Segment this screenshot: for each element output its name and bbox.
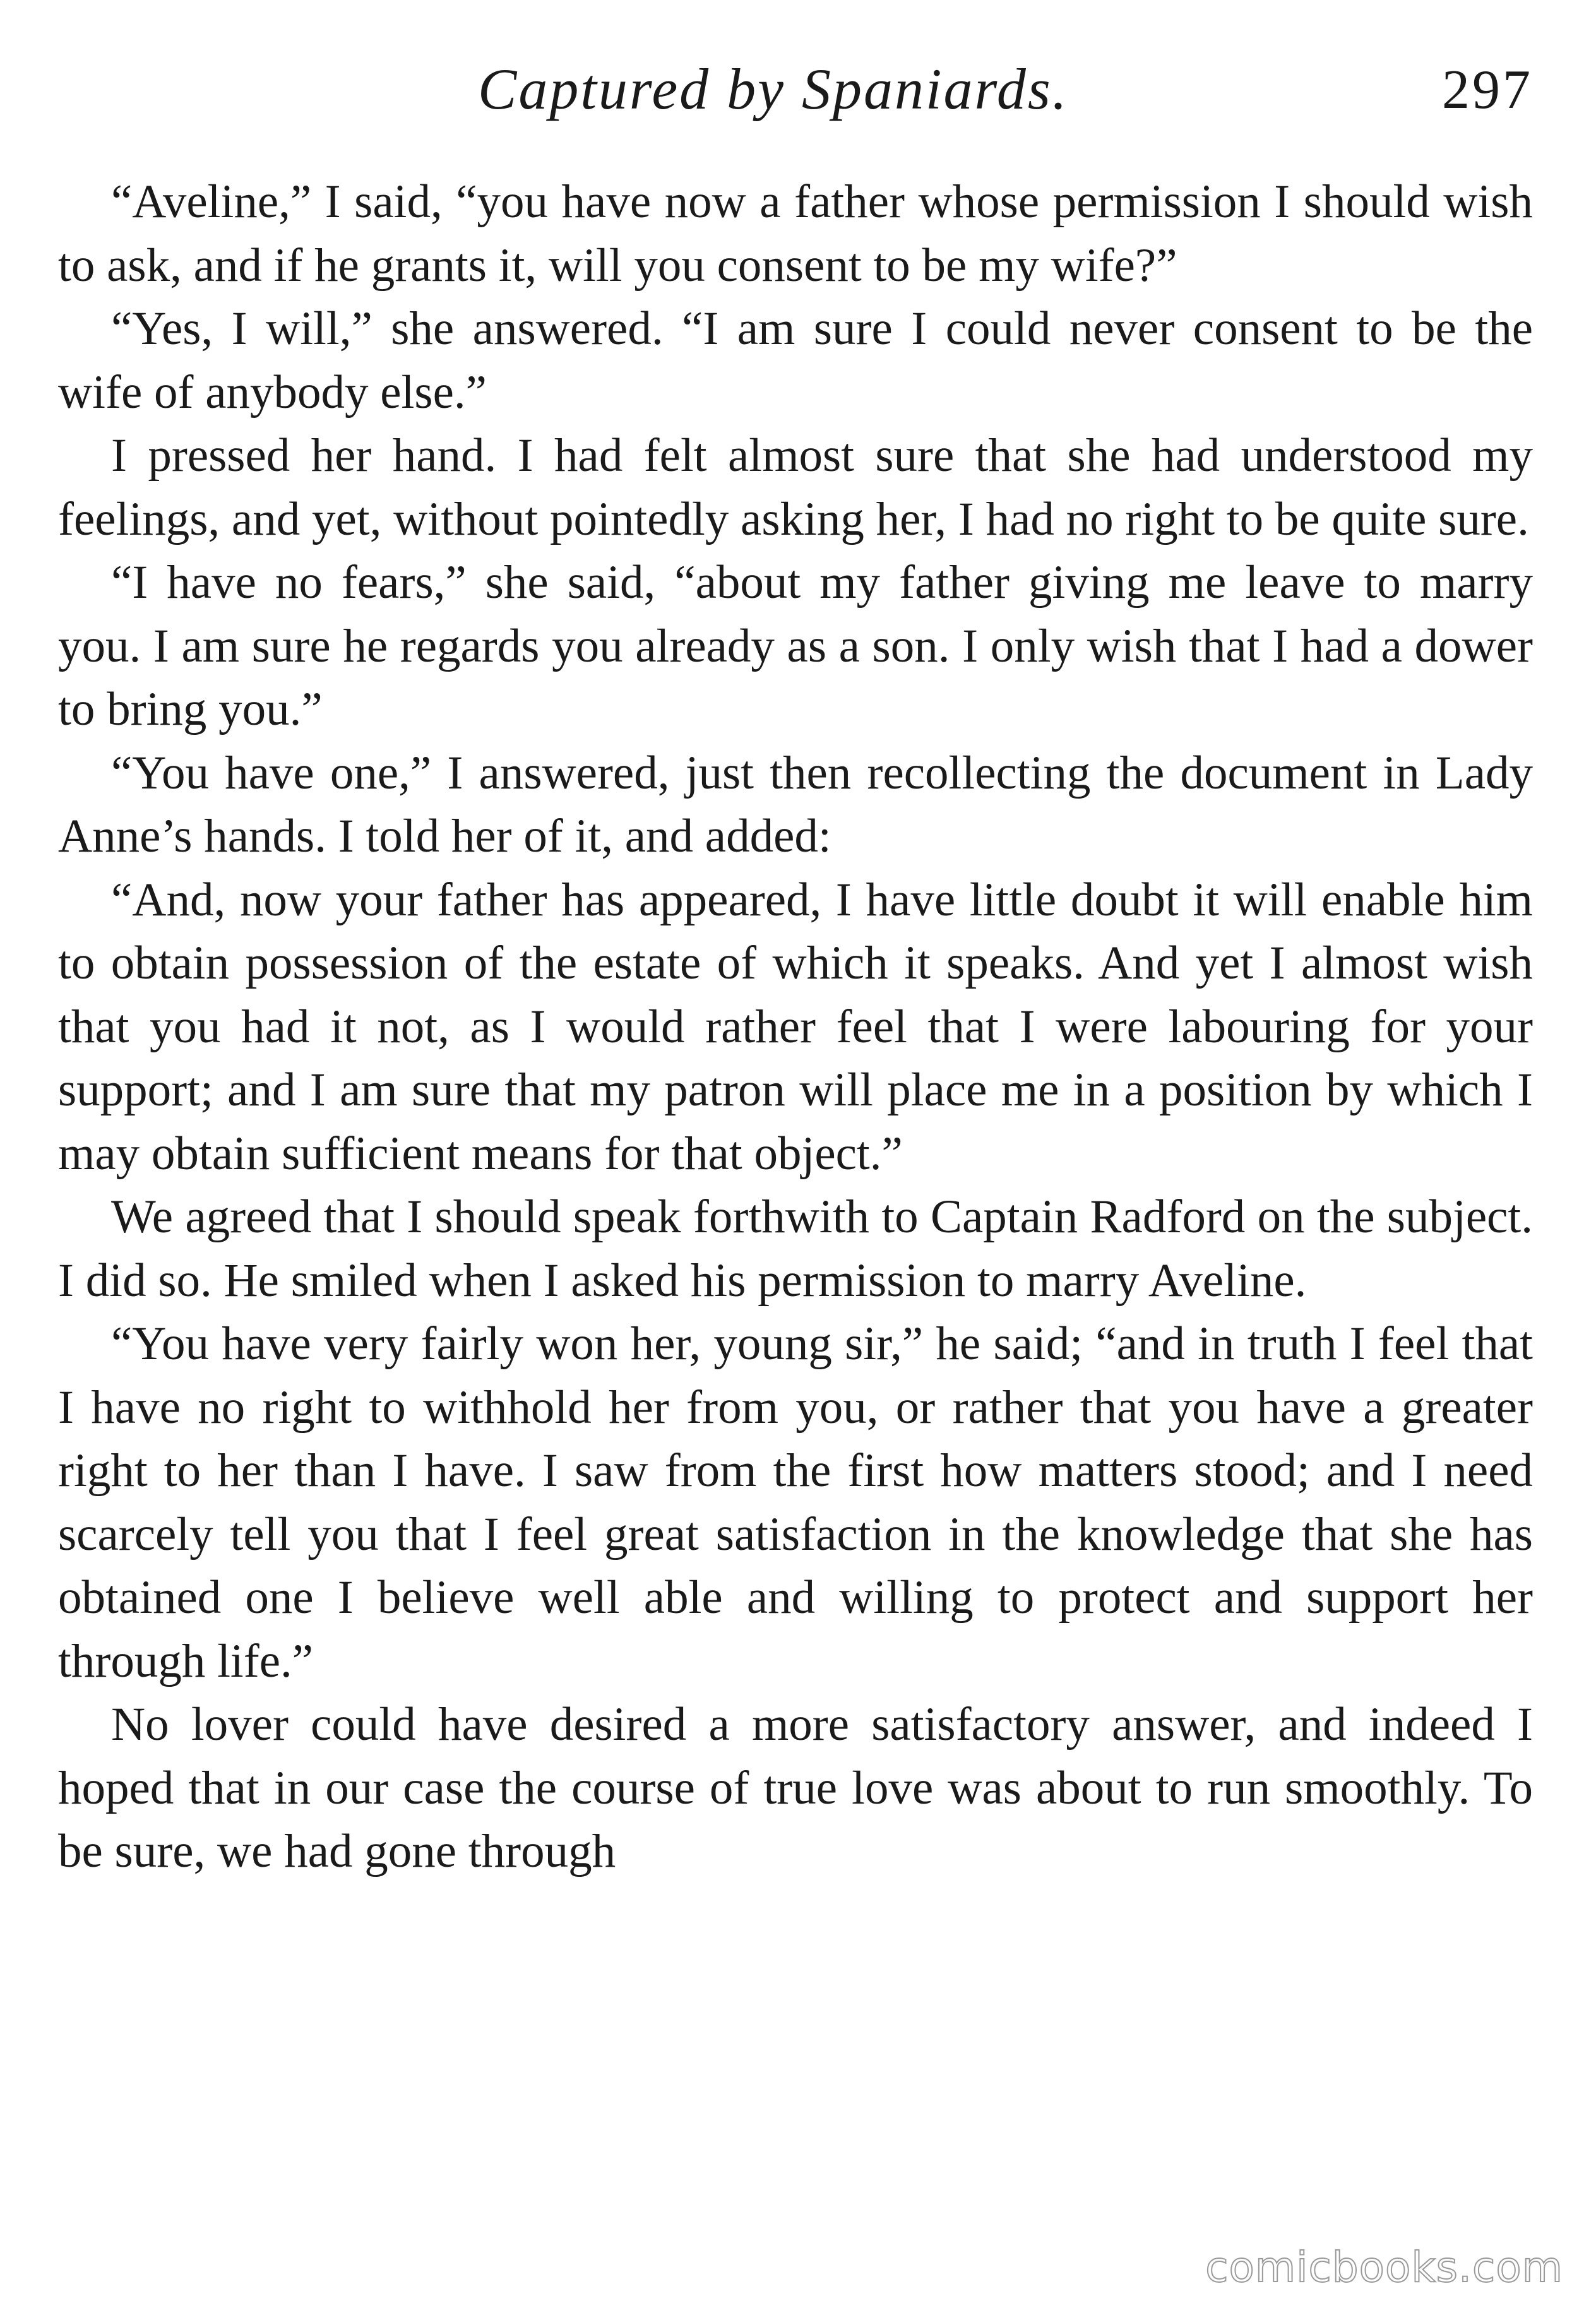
body-text	[58, 170, 1533, 1884]
paragraph: No lover could have desired a more satisfactory answer, and indeed I hoped that in our case the course of true love was about to run smoothly. To be sure, we had gone through	[58, 1698, 1533, 1877]
paragraph: “I have no fears,” she said, “about my father giving me leave to marry you. I am sure he regards you already as a son. I only wish that I had a dower to bring you.”	[58, 556, 1533, 735]
paragraph: I pressed her hand. I had felt almost sure that she had understood my feelings, and yet, without pointedly asking her, I had no right to be quite sure.	[58, 429, 1533, 545]
paragraph: “And, now your father has appeared, I have little doubt it will enable him to obtain possession of the estate of which it speaks. And yet I almost wish that you had it not, as I would rather feel that I were labouring for your support; and I am sure that my patron will place me in a position by which I may obtain sufficient means for that object.”	[58, 873, 1533, 1180]
running-title: Captured by Spaniards.	[478, 57, 1069, 121]
watermark: comicbooks.com	[1205, 2243, 1563, 2292]
page-number: 297	[1442, 59, 1533, 121]
paragraph: “You have very fairly won her, young sir,” he said; “and in truth I feel that I have no right to withhold her from you, or rather that you have a greater right to her than I have. I saw from the first how matters stood; and I need scarcely tell you that I feel great satisfaction in the knowledge that she has obtained one I believe well able and willing to protect and support her through life.”	[58, 1318, 1533, 1687]
page-header	[58, 56, 1533, 138]
paragraph: “Aveline,” I said, “you have now a father whose permission I should wish to ask, and if he grants it, will you consent to be my wife?”	[58, 175, 1533, 292]
paragraph: “You have one,” I answered, just then recollecting the document in Lady Anne’s hands. I told her of it, and added:	[58, 746, 1533, 862]
paragraph: We agreed that I should speak forthwith to Captain Radford on the subject. I did so. He smiled when I asked his permission to marry Aveline.	[58, 1191, 1533, 1307]
paragraph: “Yes, I will,” she answered. “I am sure I could never consent to be the wife of anybody else.”	[58, 302, 1533, 419]
